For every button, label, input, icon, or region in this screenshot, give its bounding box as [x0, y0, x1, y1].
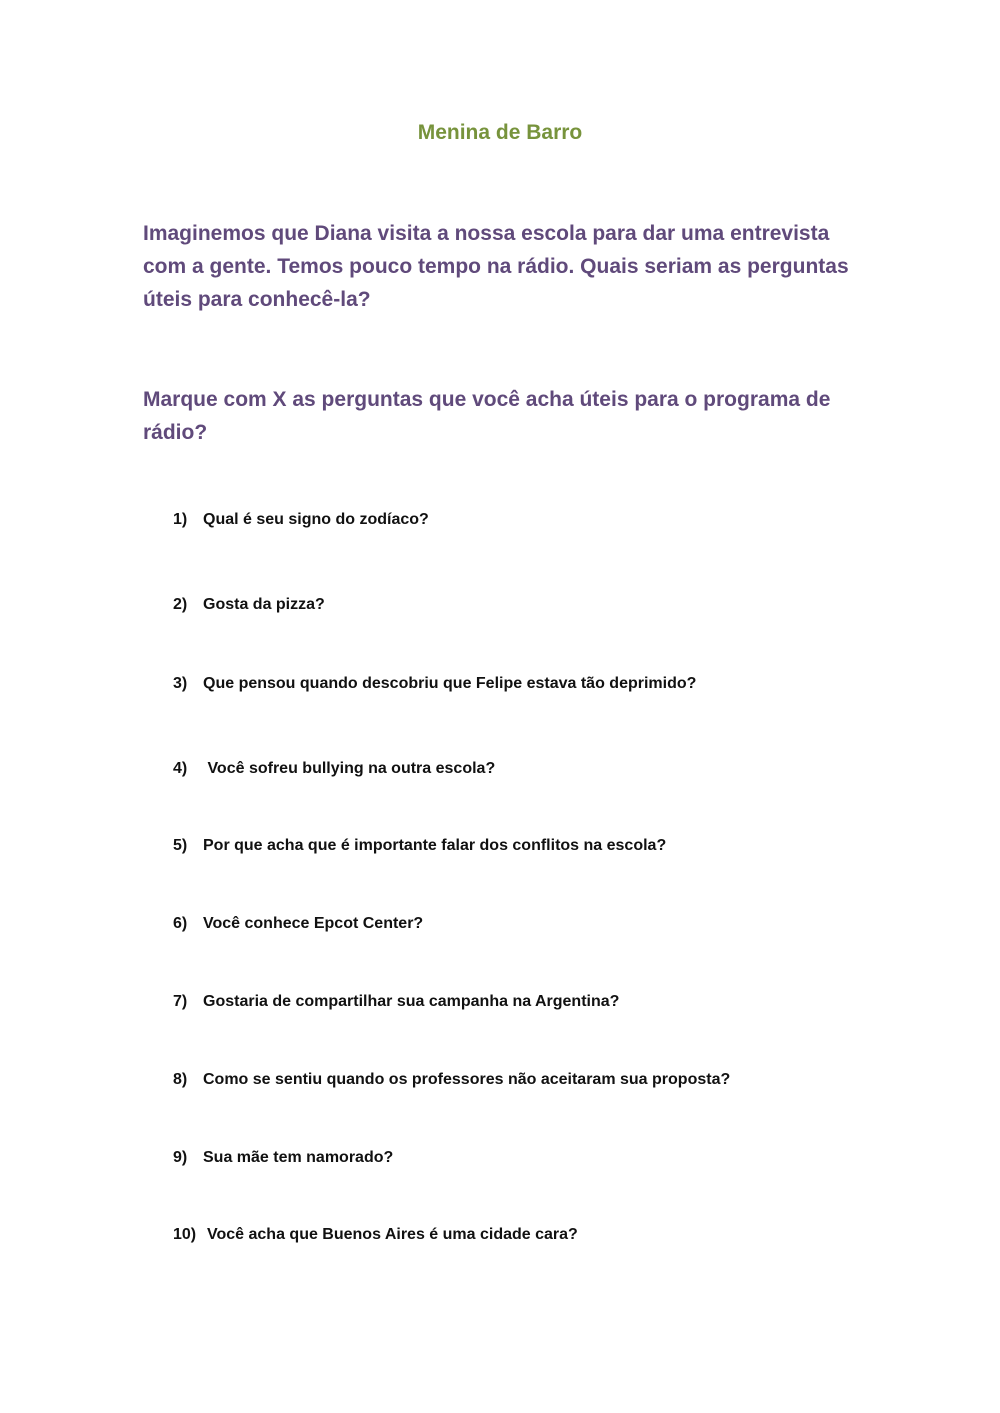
question-item	[173, 1147, 873, 1169]
question-text: Você acha que Buenos Aires é uma cidade cara?	[207, 1226, 578, 1243]
question-text: Como se sentiu quando os professores não aceitaram sua proposta?	[203, 1071, 731, 1088]
question-number: 4)	[173, 760, 188, 777]
question-item	[173, 991, 873, 1013]
question-text: Gostaria de compartilhar sua campanha na Argentina?	[203, 993, 620, 1010]
question-text: Sua mãe tem namorado?	[203, 1149, 394, 1166]
question-item	[173, 673, 873, 695]
question-text: Você conhece Epcot Center?	[203, 915, 424, 932]
question-number: 5)	[173, 837, 188, 854]
question-text: Gosta da pizza?	[203, 596, 325, 613]
question-number: 7)	[173, 993, 188, 1010]
question-text: Qual é seu signo do zodíaco?	[203, 511, 429, 528]
question-number: 8)	[173, 1071, 188, 1088]
question-number: 2)	[173, 596, 188, 613]
question-text: Por que acha que é importante falar dos conflitos na escola?	[203, 837, 667, 854]
question-item	[173, 594, 873, 616]
document-title: Menina de Barro	[417, 121, 583, 144]
question-text: Que pensou quando descobriu que Felipe estava tão deprimido?	[203, 675, 697, 692]
question-item	[173, 758, 873, 780]
question-item	[173, 509, 873, 531]
question-number: 3)	[173, 675, 188, 692]
question-item	[173, 1224, 873, 1246]
question-item	[173, 913, 873, 935]
instruction-paragraph: Marque com X as perguntas que você acha úteis para o programa de rádio?	[143, 388, 831, 444]
question-number: 9)	[173, 1149, 188, 1166]
question-text: Você sofreu bullying na outra escola?	[203, 760, 496, 777]
intro-paragraph: Imaginemos que Diana visita a nossa escola para dar uma entrevista com a gente. Temos pouco tempo na rádio. Quais seriam as perguntas úteis para conhecê-la?	[143, 222, 849, 311]
question-number: 1)	[173, 511, 188, 528]
question-number: 6)	[173, 915, 188, 932]
question-item	[173, 835, 873, 857]
question-item	[173, 1069, 873, 1091]
question-number: 10)	[173, 1226, 197, 1243]
